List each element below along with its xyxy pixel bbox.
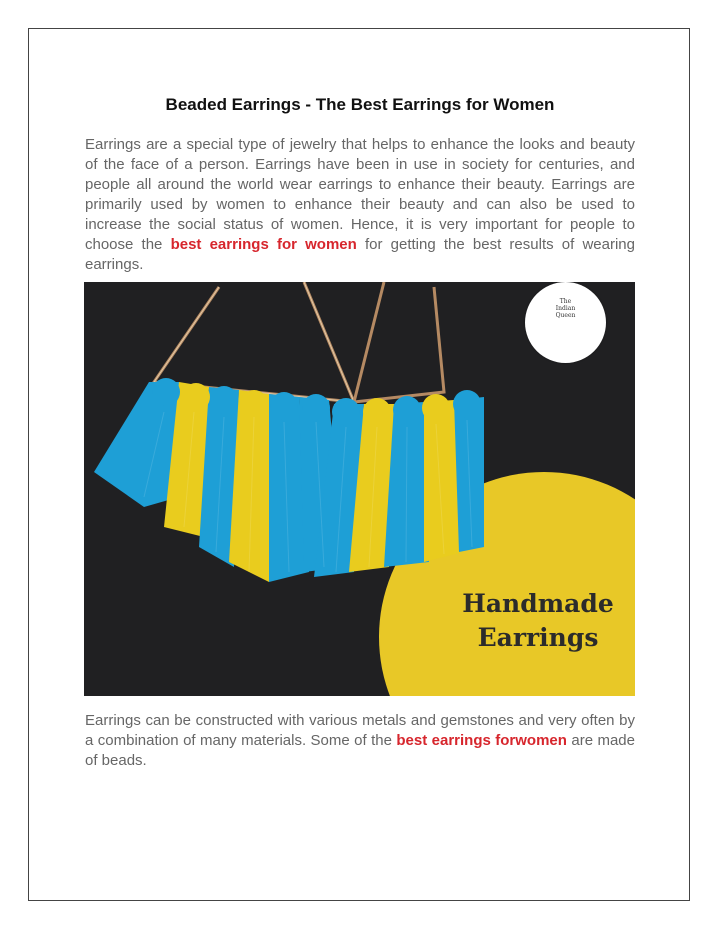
- image-headline: [449, 587, 627, 655]
- logo-line-2: Indian: [555, 305, 576, 312]
- materials-paragraph: [85, 711, 635, 771]
- materials-text-end: are made of beads.: [85, 732, 635, 769]
- logo-line-1: The: [559, 298, 572, 305]
- handmade-earrings-image: [84, 282, 635, 696]
- headline-line-1: Handmade: [462, 589, 614, 618]
- best-earrings-link[interactable]: best earrings for women: [170, 236, 357, 253]
- best-earrings-forwomen-link[interactable]: best earrings forwomen: [396, 732, 567, 749]
- intro-text-end: for getting the best results of wearing earrings.: [85, 236, 635, 273]
- materials-text: Earrings can be constructed with various metals and gemstones and very often by a combination of many materials. Some of the: [85, 712, 635, 749]
- page-title: Beaded Earrings - The Best Earrings for Women: [165, 95, 555, 114]
- intro-paragraph: [85, 135, 635, 275]
- the-indian-queen-logo: [525, 282, 606, 363]
- intro-text: Earrings are a special type of jewelry that helps to enhance the looks and beauty of the face of a person. Earrings have been in use in society for centuries, and people all around the world wear earrings to enhance their beauty. Earrings are primarily used by women to enhance their beauty and can also be used to increase the social status of women. Hence, it is very important for people to choose the: [85, 136, 635, 253]
- logo-line-3: Queen: [555, 312, 576, 319]
- right-earring: [314, 390, 484, 577]
- headline-line-2: Earrings: [477, 623, 599, 652]
